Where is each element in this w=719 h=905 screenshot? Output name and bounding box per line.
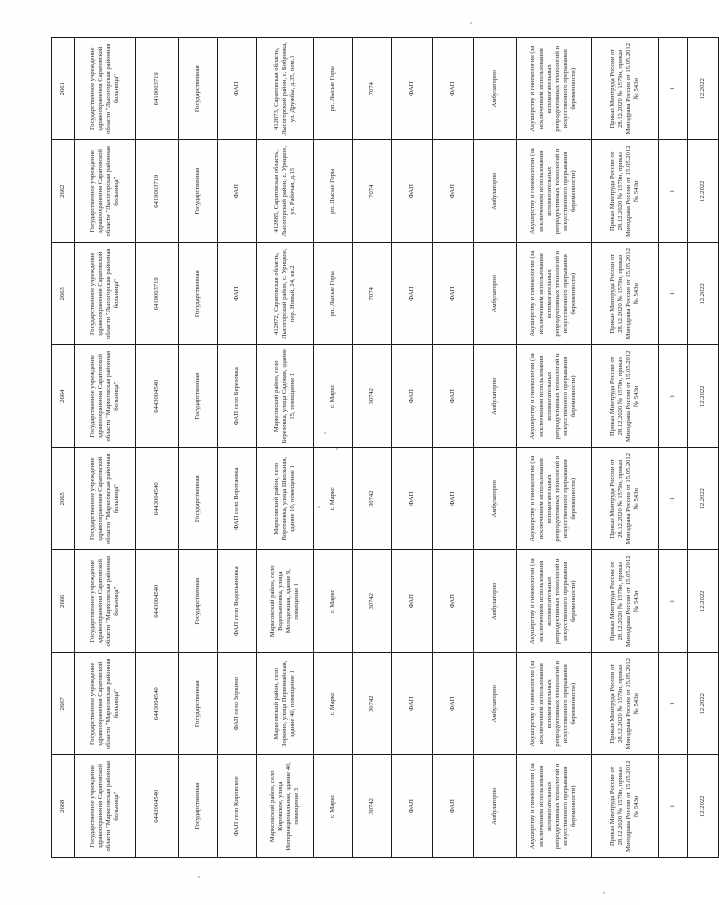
table-cell: Акушерству и гинекологии (за исключением использования вспомогательных репродуктивных технологий и искусственного прерывания беременности): [517, 550, 592, 653]
table-cell: г. Маркс: [314, 550, 353, 653]
table-cell: Государственное учреждение здравоохранения Саратовской области "Марксовская районная больница": [75, 448, 136, 551]
table-cell: 7074: [353, 243, 392, 346]
scan-speck: [336, 448, 338, 450]
table-cell: 412885, Саратовская область, Лысогорский район, с. Урицкое, ул. Рабочая, д.15: [257, 140, 314, 243]
table-cell: 6443004540: [136, 653, 179, 756]
table-cell: 12.2022: [688, 243, 719, 346]
table-cell: ФАП: [433, 550, 474, 653]
table-cell: 30742: [353, 755, 392, 858]
table-cell: 6443004540: [136, 345, 179, 448]
register-table-body: [52, 38, 719, 858]
table-cell: 12.2022: [688, 140, 719, 243]
table-cell: 1: [659, 653, 688, 756]
table-cell: 30742: [353, 550, 392, 653]
table-cell: Марксовский район, село Зоркино, улица Первомайская, здание 40, помещение 1: [257, 653, 314, 756]
table-cell: ФАП: [392, 345, 433, 448]
table-cell: ФАП: [392, 140, 433, 243]
table-row: [353, 38, 392, 858]
table-cell: Приказ Минтруда России от 28.12.2020 № 1579н, приказ Минздрава России от 15.05.2012 № 543н: [592, 38, 659, 141]
table-cell: 1: [659, 345, 688, 448]
table-row: [688, 38, 719, 858]
table-cell: Амбулаторно: [474, 755, 517, 858]
table-cell: ФАП село Водопьяновка: [218, 550, 257, 653]
table-cell: ФАП село Кировское: [218, 755, 257, 858]
table-cell: г. Маркс: [314, 448, 353, 551]
table-cell: Акушерству и гинекологии (за исключением использования вспомогательных репродуктивных технологий и искусственного прерывания беременности): [517, 140, 592, 243]
table-cell: 7074: [353, 38, 392, 141]
table-cell: рп. Лысые Горы: [314, 243, 353, 346]
table-cell: 1: [659, 755, 688, 858]
table-cell: г. Маркс: [314, 653, 353, 756]
table-cell: 1: [659, 550, 688, 653]
table-cell: ФАП: [392, 38, 433, 141]
table-cell: 2664: [52, 345, 75, 448]
table-cell: Акушерству и гинекологии (за исключением использования вспомогательных репродуктивных технологий и искусственного прерывания беременности): [517, 653, 592, 756]
register-table: [51, 37, 719, 858]
table-cell: Амбулаторно: [474, 38, 517, 141]
table-cell: ФАП: [392, 550, 433, 653]
table-cell: г. Маркс: [314, 345, 353, 448]
table-cell: ФАП: [433, 243, 474, 346]
table-cell: 2666: [52, 550, 75, 653]
scan-speck: [470, 22, 472, 24]
table-cell: Государственное учреждение здравоохранения Саратовской области "Лысогорская районная больница": [75, 243, 136, 346]
table-cell: Государственное учреждение здравоохранения Саратовской области "Марксовская районная больница": [75, 345, 136, 448]
table-row: [517, 38, 592, 858]
table-cell: ФАП: [392, 653, 433, 756]
table-cell: ФАП: [433, 38, 474, 141]
table-row: [659, 38, 688, 858]
table-cell: Марксовский район, село Кировское, улица Интернациональная, здание 40, помещение 3: [257, 755, 314, 858]
table-row: [75, 38, 136, 858]
table-cell: Государственное учреждение здравоохранения Саратовской области "Лысогорская районная больница": [75, 140, 136, 243]
table-cell: 6443004540: [136, 448, 179, 551]
table-cell: Государственная: [179, 653, 218, 756]
scan-speck: [198, 876, 200, 878]
table-row: [314, 38, 353, 858]
table-cell: ФАП: [392, 243, 433, 346]
table-cell: Акушерству и гинекологии (за исключением использования вспомогательных репродуктивных технологий и искусственного прерывания беременности): [517, 243, 592, 346]
table-row: [52, 38, 75, 858]
table-cell: Амбулаторно: [474, 550, 517, 653]
table-row: [433, 38, 474, 858]
table-cell: Государственная: [179, 243, 218, 346]
table-cell: Амбулаторно: [474, 345, 517, 448]
table-cell: Государственная: [179, 550, 218, 653]
table-row: [474, 38, 517, 858]
table-cell: 12.2022: [688, 755, 719, 858]
table-cell: ФАП село Зоркино: [218, 653, 257, 756]
table-cell: Приказ Минтруда России от 28.12.2020 № 1579н, приказ Минздрава России от 15.05.2012 № 543н: [592, 243, 659, 346]
table-cell: 30742: [353, 653, 392, 756]
table-cell: Государственная: [179, 755, 218, 858]
table-cell: 30742: [353, 345, 392, 448]
table-cell: 6443004540: [136, 550, 179, 653]
table-cell: 7074: [353, 140, 392, 243]
table-cell: 12.2022: [688, 38, 719, 141]
table-cell: 1: [659, 243, 688, 346]
table-cell: 2662: [52, 140, 75, 243]
table-cell: Акушерству и гинекологии (за исключением использования вспомогательных репродуктивных технологий и искусственного прерывания беременности): [517, 755, 592, 858]
table-cell: ФАП село Воротаевка: [218, 448, 257, 551]
table-row: [392, 38, 433, 858]
table-cell: 12.2022: [688, 653, 719, 756]
table-cell: Амбулаторно: [474, 140, 517, 243]
table-cell: Государственная: [179, 140, 218, 243]
table-cell: 2663: [52, 243, 75, 346]
table-cell: Государственное учреждение здравоохранения Саратовской области "Марксовская районная больница": [75, 550, 136, 653]
table-cell: 12.2022: [688, 345, 719, 448]
table-cell: Приказ Минтруда России от 28.12.2020 № 1579н, приказ Минздрава России от 15.05.2012 № 543н: [592, 345, 659, 448]
table-cell: ФАП: [218, 38, 257, 141]
table-cell: 2667: [52, 653, 75, 756]
table-cell: 1: [659, 140, 688, 243]
table-cell: 2665: [52, 448, 75, 551]
rotated-table-frame: [51, 37, 706, 858]
table-cell: 30742: [353, 448, 392, 551]
table-cell: ФАП село Березовка: [218, 345, 257, 448]
table-cell: 412873, Саратовская область, Лысогорский район, с. Бобровка, ул. Дружбы, д.35, пом.1: [257, 38, 314, 141]
table-cell: г. Маркс: [314, 755, 353, 858]
table-cell: Государственное учреждение здравоохранения Саратовской области "Марксовская районная больница": [75, 755, 136, 858]
table-cell: Государственная: [179, 448, 218, 551]
table-cell: ФАП: [433, 755, 474, 858]
scan-speck: [318, 506, 320, 508]
table-cell: Государственная: [179, 38, 218, 141]
table-cell: Приказ Минтруда России от 28.12.2020 № 1579н, приказ Минздрава России от 15.05.2012 № 543н: [592, 140, 659, 243]
table-cell: Амбулаторно: [474, 448, 517, 551]
table-row: [592, 38, 659, 858]
table-cell: Акушерству и гинекологии (за исключением использования вспомогательных репродуктивных технологий и искусственного прерывания беременности): [517, 38, 592, 141]
table-cell: рп. Лысые Горы: [314, 140, 353, 243]
table-cell: 1: [659, 448, 688, 551]
table-cell: ФАП: [218, 140, 257, 243]
table-cell: ФАП: [433, 345, 474, 448]
table-cell: 12.2022: [688, 448, 719, 551]
table-cell: ФАП: [218, 243, 257, 346]
table-row: [179, 38, 218, 858]
table-cell: 6419003719: [136, 140, 179, 243]
table-cell: Приказ Минтруда России от 28.12.2020 № 1579н, приказ Минздрава России от 15.05.2012 № 543н: [592, 653, 659, 756]
table-cell: Акушерству и гинекологии (за исключением использования вспомогательных репродуктивных технологий и искусственного прерывания беременности): [517, 345, 592, 448]
table-cell: ФАП: [433, 653, 474, 756]
table-cell: Марксовский район, село Воротаевка, улица Школьная, здание 10, помещение 1: [257, 448, 314, 551]
table-cell: ФАП: [392, 755, 433, 858]
table-cell: Марксовский район, село Водопьяновка, улица Молодежная, здание 9, помещение 1: [257, 550, 314, 653]
table-cell: 6443004540: [136, 755, 179, 858]
table-cell: Марксовский район, село Березовка, улица Садовая, здание 15, помещение 1: [257, 345, 314, 448]
scan-speck: [324, 432, 326, 434]
table-cell: Приказ Минтруда России от 28.12.2020 № 1579н, приказ Минздрава России от 15.05.2012 № 543н: [592, 755, 659, 858]
table-row: [136, 38, 179, 858]
table-cell: Амбулаторно: [474, 243, 517, 346]
table-cell: ФАП: [392, 448, 433, 551]
table-row: [218, 38, 257, 858]
table-cell: 6419003719: [136, 243, 179, 346]
table-cell: Государственная: [179, 345, 218, 448]
table-cell: 6419003719: [136, 38, 179, 141]
table-cell: Амбулаторно: [474, 653, 517, 756]
table-cell: рп. Лысые Горы: [314, 38, 353, 141]
table-cell: Государственное учреждение здравоохранения Саратовской области "Лысогорская районная больница": [75, 38, 136, 141]
scan-speck: [603, 892, 605, 894]
table-cell: 412872, Саратовская область, Лысогорский район, с. Урицкое, пер. Новый, 24, кв.2: [257, 243, 314, 346]
table-cell: ФАП: [433, 140, 474, 243]
table-cell: Государственное учреждение здравоохранения Саратовской области "Марксовская районная больница": [75, 653, 136, 756]
table-cell: 1: [659, 38, 688, 141]
table-cell: Приказ Минтруда России от 28.12.2020 № 1579н, приказ Минздрава России от 15.05.2012 № 543н: [592, 550, 659, 653]
table-cell: ФАП: [433, 448, 474, 551]
table-cell: 2668: [52, 755, 75, 858]
table-cell: 2661: [52, 38, 75, 141]
table-cell: Акушерству и гинекологии (за исключением использования вспомогательных репродуктивных технологий и искусственного прерывания беременности): [517, 448, 592, 551]
table-cell: 12.2022: [688, 550, 719, 653]
table-row: [257, 38, 314, 858]
table-cell: Приказ Минтруда России от 28.12.2020 № 1579н, приказ Минздрава России от 15.05.2012 № 543н: [592, 448, 659, 551]
